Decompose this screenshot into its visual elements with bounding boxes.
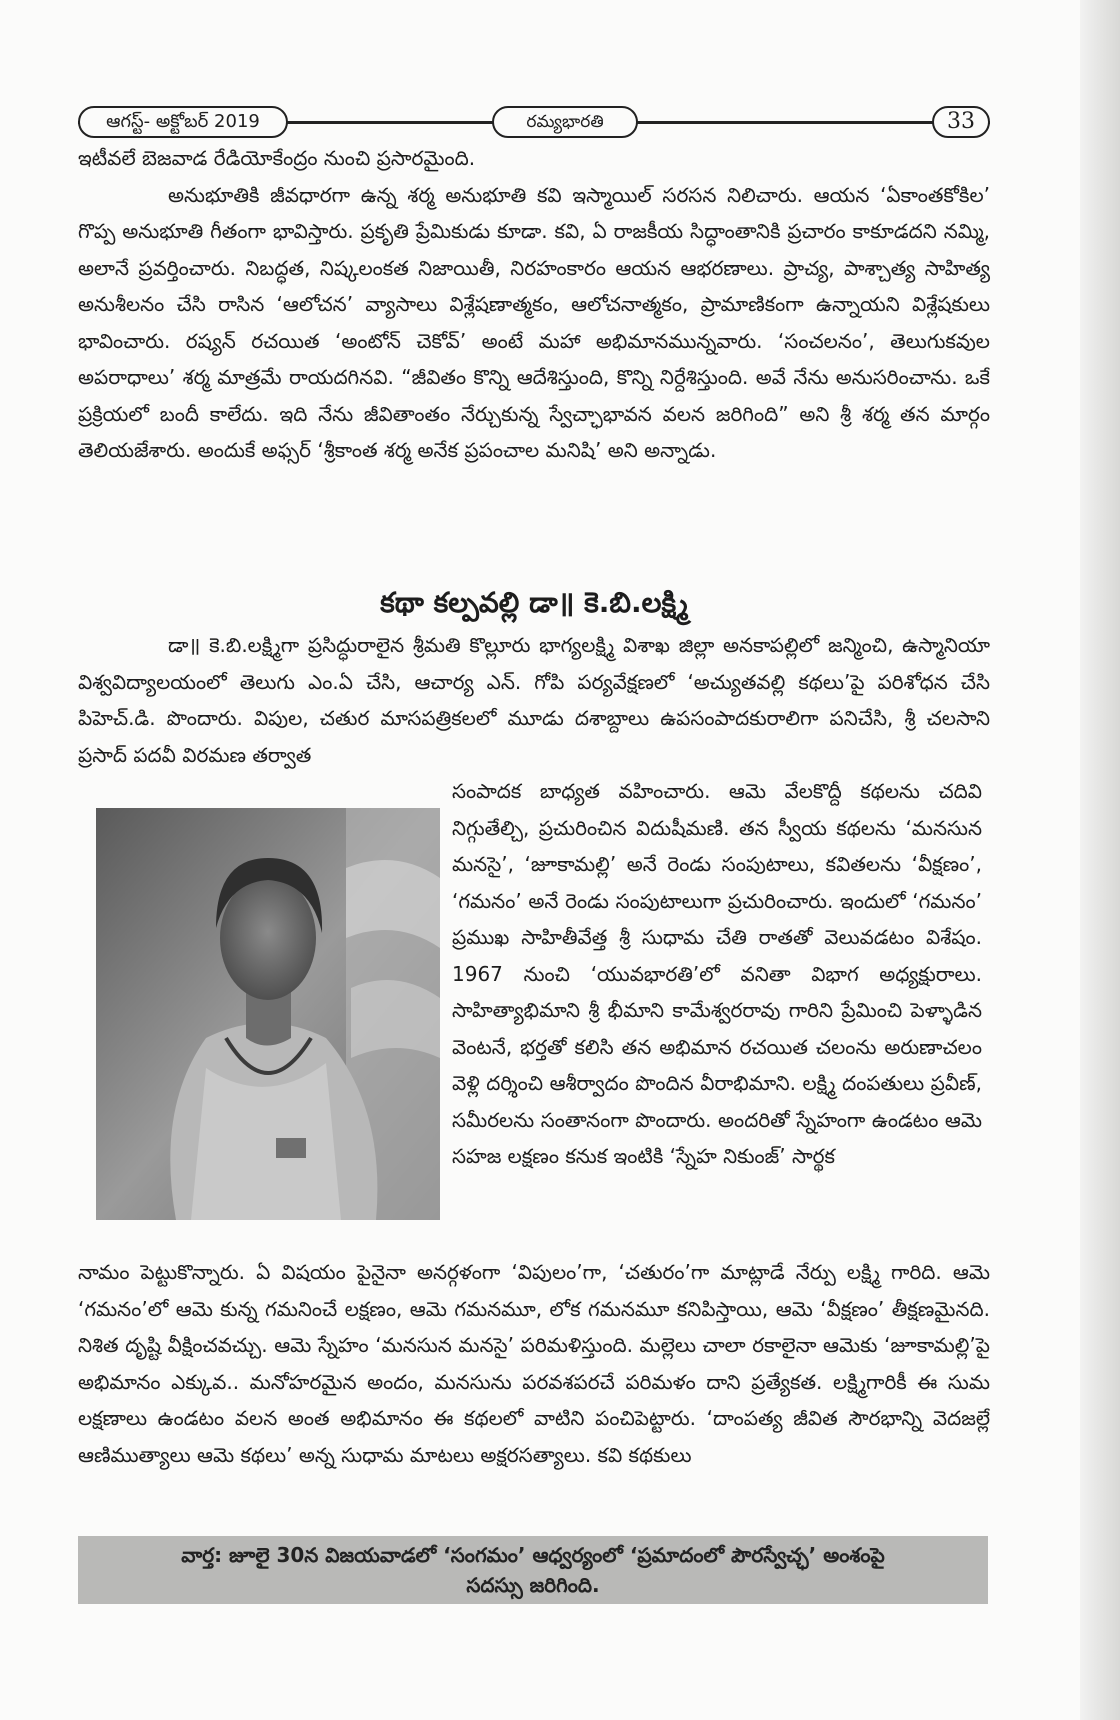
section-title: కథా కల్పవల్లి డా॥ కె.బి.లక్ష్మి bbox=[380, 586, 688, 619]
magazine-name: రమ్యభారతి bbox=[492, 106, 638, 138]
article-wrapped-text bbox=[452, 773, 982, 1175]
issue-date: ఆగస్ట్- అక్టోబర్ 2019 bbox=[78, 106, 288, 138]
page-number: 33 bbox=[932, 106, 990, 138]
paragraph-body: నామం పెట్టుకొన్నారు. ఏ విషయం పైనైనా అనర్గళంగా ‘విపులం’గా, ‘చతురం’గా మాట్లాడే నేర్పు లక్ష్మి గారిది. ఆమె ‘గమనం’లో ఆమె కున్న గమనించే లక్షణం, ఆమె గమనమూ, లోక గమనమూ కనిపిస్తాయి, ఆమె ‘వీక్షణం’ తీక్షణమైనది. నిశిత దృష్టి వీక్షించవచ్చు. ఆమె స్నేహం ‘మనసున మనసై’ పరిమళిస్తుంది. మల్లెలు చాలా రకాలైనా ఆమెకు ‘జూకామల్లి’పై అభిమానం ఎక్కువ.. మనోహరమైన అందం, మనసును పరవశపరచే పరిమళం దాని ప్రత్యేకత. లక్ష్మిగారికీ ఈ సుమ లక్షణాలు ఉండటం వలన అంత అభిమానం ఈ కథలలో వాటిని పంచిపెట్టారు. ‘దాంపత్య జీవిత సౌరభాన్ని వెదజల్లే ఆణిముత్యాలు ఆమె కథలు’ అన్న సుధామ మాటలు అక్షరసత్యాలు. కవి కథకులు bbox=[78, 1260, 990, 1467]
page-header bbox=[78, 106, 990, 140]
news-note-line-2: సదస్సు జరిగింది. bbox=[466, 1573, 600, 1597]
portrait-image bbox=[96, 808, 440, 1220]
page-edge bbox=[1080, 0, 1120, 1720]
news-note-box bbox=[78, 1536, 988, 1604]
article-paragraph-3 bbox=[78, 1254, 990, 1473]
portrait-photo bbox=[96, 808, 440, 1220]
article-paragraph-1 bbox=[78, 140, 990, 469]
paragraph-continuation: ఇటీవలే బెజవాడ రేడియోకేంద్రం నుంచి ప్రసారమైంది. bbox=[78, 146, 476, 170]
paragraph-body: అనుభూతికి జీవధారగా ఉన్న శర్మ అనుభూతి కవి ఇస్మాయిల్ సరసన నిలిచారు. ఆయన ‘ఏకాంతకోకిల’ గొప్ప అనుభూతి గీతంగా భావిస్తారు. ప్రకృతి ప్రేమికుడు కూడా. కవి, ఏ రాజకీయ సిద్ధాంతానికి ప్రచారం కాకూడదని నమ్మి, అలానే ప్రవర్తించారు. నిబద్ధత, నిష్కలంకత నిజాయితీ, నిరహంకారం ఆయన ఆభరణాలు. ప్రాచ్య, పాశ్చాత్య సాహిత్య అనుశీలనం చేసి రాసిన ‘ఆలోచన’ వ్యాసాలు విశ్లేషణాత్మకం, ఆలోచనాత్మకం, ప్రామాణికంగా ఉన్నాయని విశ్లేషకులు భావించారు. రష్యన్ రచయిత ‘అంటోన్ చెకోవ్’ అంటే మహా అభిమానమున్నవారు. ‘సంచలనం’, తెలుగుకవుల అపరాధాలు’ శర్మ మాత్రమే రాయదగినవి. “జీవితం కొన్ని ఆదేశిస్తుంది, కొన్ని నిర్దేశిస్తుంది. అవే నేను అనుసరించాను. ఒకే ప్రక్రియలో బందీ కాలేదు. ఇది నేను జీవితాంతం నేర్చుకున్న స్వేచ్ఛాభావన వలన జరిగింది” అని శ్రీ శర్మ తన మార్గం తెలియజేశారు. అందుకే అఫ్సర్ ‘శ్రీకాంత శర్మ అనేక ప్రపంచాల మనిషి’ అని అన్నాడు. bbox=[78, 182, 990, 462]
paragraph-body: సంపాదక బాధ్యత వహించారు. ఆమె వేలకొద్దీ కథలను చదివి నిగ్గుతేల్చి, ప్రచురించిన విదుషీమణి. తన స్వీయ కథలను ‘మనసున మనసై’, ‘జూకామల్లి’ అనే రెండు సంపుటాలు, కవితలను ‘వీక్షణం’, ‘గమనం’ అనే రెండు సంపుటాలుగా ప్రచురించారు. ఇందులో ‘గమనం’ ప్రముఖ సాహితీవేత్త శ్రీ సుధామ చేతి రాతతో వెలువడటం విశేషం. 1967 నుంచి ‘యువభారతి’లో వనితా విభాగ అధ్యక్షురాలు. సాహిత్యాభిమాని శ్రీ భీమాని కామేశ్వరరావు గారిని ప్రేమించి పెళ్ళాడిన వెంటనే, భర్తతో కలిసి తన అభిమాన రచయిత చలంను అరుణాచలం వెళ్లి దర్శించి ఆశీర్వాదం పొందిన వీరాభిమాని. లక్ష్మి దంపతులు ప్రవీణ్, సమీరలను సంతానంగా పొందారు. అందరితో స్నేహంగా ఉండటం ఆమె సహజ లక్షణం కనుక ఇంటికి ‘స్నేహ నికుంజ్’ సార్థక bbox=[452, 779, 982, 1168]
news-note-line-1: వార్త: జూలై 30న విజయవాడలో ‘సంగమం’ ఆధ్వర్యంలో ‘ప్రమాదంలో పౌరస్వేచ్ఛ’ అంశంపై bbox=[181, 1543, 885, 1567]
paragraph-body: డా॥ కె.బి.లక్ష్మిగా ప్రసిద్ధురాలైన శ్రీమతి కొల్లూరు భాగ్యలక్ష్మి విశాఖ జిల్లా అనకాపల్లిలో జన్మించి, ఉస్మానియా విశ్వవిద్యాలయంలో తెలుగు ఎం.ఏ చేసి, ఆచార్య ఎన్. గోపి పర్యవేక్షణలో ‘అచ్యుతవల్లి కథలు’పై పరిశోధన చేసి పిహెచ్.డి. పొందారు. విపుల, చతుర మాసపత్రికలలో మూడు దశాబ్దాలు ఉపసంపాదకురాలిగా పనిచేసి, శ్రీ చలసాని ప్రసాద్ పదవీ విరమణ తర్వాత bbox=[78, 633, 990, 767]
article-paragraph-2 bbox=[78, 627, 990, 773]
